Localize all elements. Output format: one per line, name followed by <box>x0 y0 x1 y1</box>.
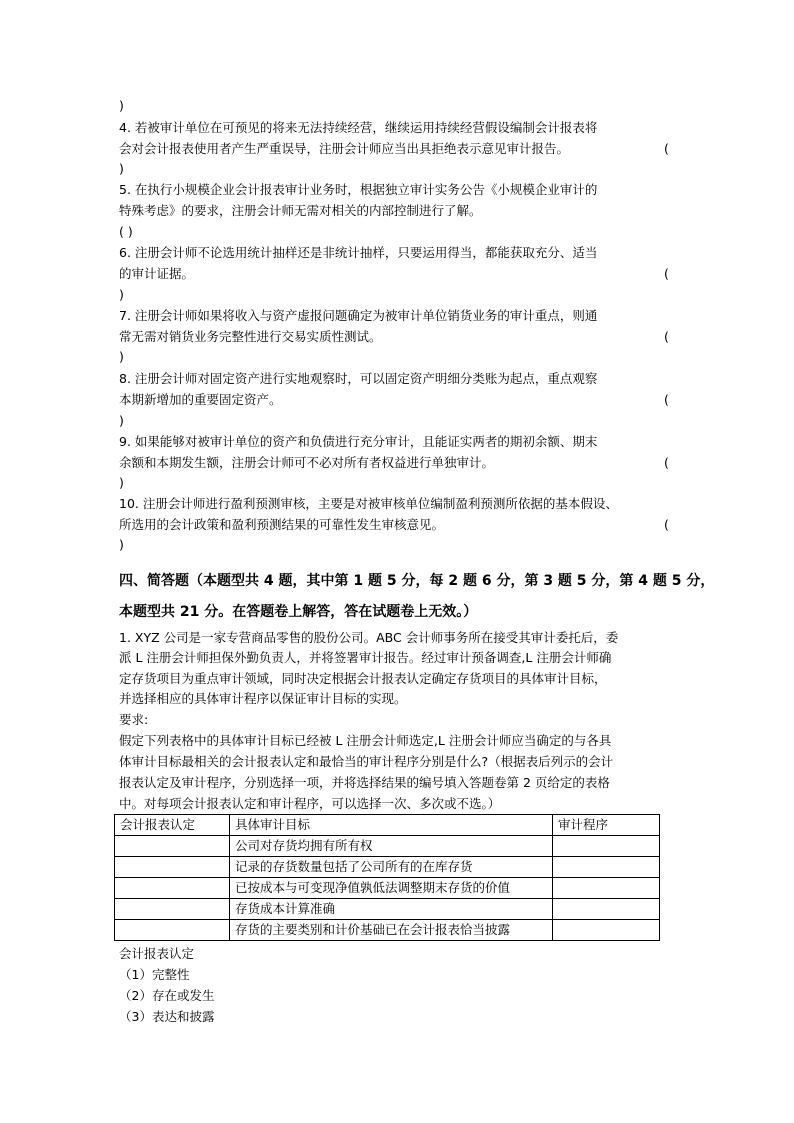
answer-paren-close: ) <box>119 349 124 364</box>
answer-paren-open: ( <box>664 392 669 407</box>
answer-paren-close: ) <box>119 537 124 552</box>
cell-assertion <box>115 899 230 920</box>
cell-procedure <box>553 857 660 878</box>
question-4-line-2: 会对会计报表使用者产生严重误导，注册会计师应当出具拒绝表示意见审计报告。 <box>119 141 570 156</box>
section-title-line-1: 四、简答题（本题型共 4 题，其中第 1 题 5 分，每 2 题 6 分，第 3 题 5 分，第 4 题 5 分， <box>119 573 715 589</box>
header-assertion: 会计报表认定 <box>115 815 230 836</box>
answer-paren-close: ) <box>119 475 124 490</box>
cell-procedure <box>553 920 660 941</box>
table-row <box>115 836 660 857</box>
question-8-line-2: 本期新增加的重要固定资产。 <box>119 392 282 407</box>
cell-procedure <box>553 878 660 899</box>
paren-close: ) <box>119 98 124 113</box>
cell-objective: 记录的存货数量包括了公司所有的在库存货 <box>230 857 553 878</box>
cell-assertion <box>115 878 230 899</box>
answer-paren-open: ( <box>664 455 669 470</box>
table-row <box>115 857 660 878</box>
header-objective: 具体审计目标 <box>230 815 553 836</box>
q1-text-line: 中。对每项会计报表认定和审计程序，可以选择一次、多次或不选。） <box>119 796 501 811</box>
answer-paren-open: ( <box>664 141 669 156</box>
cell-procedure <box>553 836 660 857</box>
question-9-line-2: 余额和本期发生额，注册会计师可不必对所有者权益进行单独审计。 <box>119 455 495 470</box>
assertion-item: （3）表达和披露 <box>119 1009 215 1024</box>
question-5-line-2: 特殊考虑》的要求，注册会计师无需对相关的内部控制进行了解。 <box>119 203 482 218</box>
question-10-line-2: 所选用的会计政策和盈利预测结果的可靠性发生审核意见。 <box>119 517 445 532</box>
answer-paren-close: ) <box>119 161 124 176</box>
q1-requirement-label: 要求: <box>119 712 149 727</box>
assertion-item: （1）完整性 <box>119 967 190 982</box>
question-6-line-1: 6. 注册会计师不论选用统计抽样还是非统计抽样，只要运用得当，都能获取充分、适当 <box>119 245 598 260</box>
answer-paren-close: ) <box>119 413 124 428</box>
section-title-line-2: 本题型共 21 分。在答题卷上解答，答在试题卷上无效。） <box>119 604 478 620</box>
cell-objective: 存货的主要类别和计价基础已在会计报表恰当披露 <box>230 920 553 941</box>
q1-text-line: 报表认定及审计程序，分别选择一项，并将选择结果的编号填入答题卷第 2 页给定的表格 <box>119 775 610 790</box>
answer-bracket: ( ) <box>119 224 133 239</box>
answer-paren-open: ( <box>664 266 669 281</box>
q1-text-line: 并选择相应的具体审计程序以保证审计目标的实现。 <box>119 691 407 706</box>
question-4-line-1: 4. 若被审计单位在可预见的将来无法持续经营，继续运用持续经营假设编制会计报表将 <box>119 120 598 135</box>
assertion-item: （2）存在或发生 <box>119 988 215 1003</box>
q1-text-line: 1. XYZ 公司是一家专营商品零售的股份公司。ABC 会计师事务所在接受其审计委托后，委 <box>119 630 619 645</box>
cell-objective: 已按成本与可变现净值孰低法调整期末存货的价值 <box>230 878 553 899</box>
audit-objectives-table <box>114 814 660 941</box>
table-header-row <box>115 815 660 836</box>
question-10-line-1: 10. 注册会计师进行盈利预测审核，主要是对被审核单位编制盈利预测所依据的基本假设、 <box>119 496 618 511</box>
assertions-title: 会计报表认定 <box>119 946 195 961</box>
answer-paren-close: ) <box>119 287 124 302</box>
question-7-line-1: 7. 注册会计师如果将收入与资产虚报问题确定为被审计单位销货业务的审计重点，则通 <box>119 308 598 323</box>
table-row <box>115 899 660 920</box>
answer-paren-open: ( <box>664 329 669 344</box>
question-9-line-1: 9. 如果能够对被审计单位的资产和负债进行充分审计，且能证实两者的期初余额、期末 <box>119 434 598 449</box>
question-8-line-1: 8. 注册会计师对固定资产进行实地观察时，可以固定资产明细分类账为起点，重点观察 <box>119 371 598 386</box>
q1-text-line: 派 L 注册会计师担保外勤负责人，并将签署审计报告。经过审计预备调查,L 注册会计师确 <box>119 650 612 665</box>
q1-text-line: 假定下列表格中的具体审计目标已经被 L 注册会计师选定,L 注册会计师应当确定的与各具 <box>119 733 612 748</box>
cell-assertion <box>115 836 230 857</box>
cell-procedure <box>553 899 660 920</box>
question-6-line-2: 的审计证据。 <box>119 266 195 281</box>
cell-objective: 存货成本计算准确 <box>230 899 553 920</box>
table-row <box>115 878 660 899</box>
cell-objective: 公司对存货均拥有所有权 <box>230 836 553 857</box>
cell-assertion <box>115 920 230 941</box>
header-procedure: 审计程序 <box>553 815 660 836</box>
answer-paren-open: ( <box>664 517 669 532</box>
q1-text-line: 体审计目标最相关的会计报表认定和最恰当的审计程序分别是什么?（根据表后列示的会计 <box>119 754 614 769</box>
table-row <box>115 920 660 941</box>
question-5-line-1: 5. 在执行小规模企业会计报表审计业务时，根据独立审计实务公告《小规模企业审计的 <box>119 182 598 197</box>
question-7-line-2: 常无需对销货业务完整性进行交易实质性测试。 <box>119 329 382 344</box>
cell-assertion <box>115 857 230 878</box>
q1-text-line: 定存货项目为重点审计领域，同时决定根据会计报表认定确定存货项目的具体审计目标， <box>119 671 607 686</box>
